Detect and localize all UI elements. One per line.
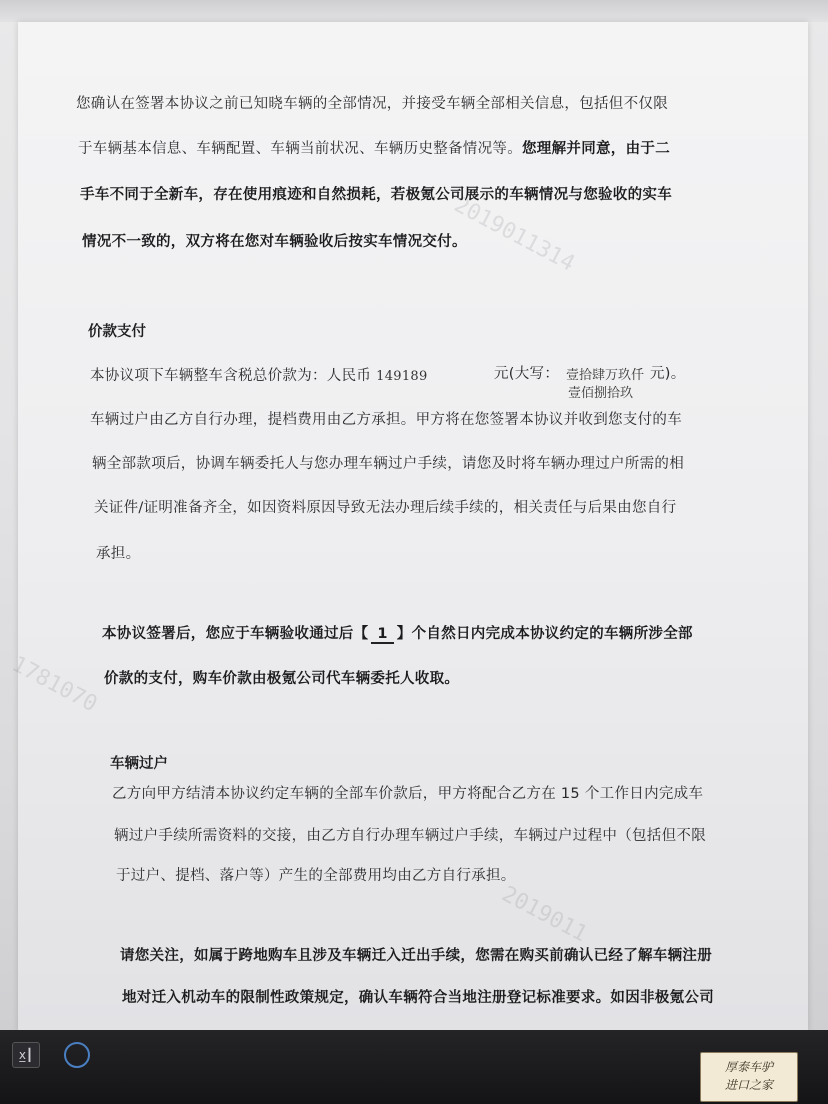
watermark: 2019011 <box>497 881 592 948</box>
total-price-line <box>90 364 428 385</box>
watermark: 2019011314 <box>449 192 579 277</box>
paragraph-line: 手车不同于全新车，存在使用痕迹和自然损耗，若极氪公司展示的车辆情况与您验收的实车 <box>80 187 672 203</box>
window-top-edge <box>0 0 828 22</box>
paragraph-line: 车辆过户由乙方自行办理，提档费用由乙方承担。甲方将在您签署本协议并收到您支付的车 <box>90 412 682 428</box>
upper-amount-label: 元(大写： <box>494 366 560 382</box>
paragraph-line: 承担。 <box>96 546 141 562</box>
sticky-note-line: 厚泰车驴 <box>724 1060 773 1074</box>
total-price-label: 本协议项下车辆整车含税总价款为：人民币 <box>90 368 372 384</box>
paragraph-line: 请您关注，如属于跨地购车且涉及车辆迁入迁出手续，您需在购买前确认已经了解车辆注册 <box>120 948 712 964</box>
watermark: 1781070 <box>7 651 102 718</box>
paragraph-line: 辆全部款项后，协调车辆委托人与您办理车辆过户手续，请您及时将车辆办理过户所需的相 <box>92 456 684 472</box>
bold-text: 您理解并同意，由于二 <box>522 141 670 157</box>
sticky-note <box>700 1052 798 1102</box>
document-page <box>7 22 808 1030</box>
paragraph-line: 辆过户手续所需资料的交接，由乙方自行办理车辆过户手续，车辆过户过程中（包括但不限 <box>114 828 706 844</box>
sticky-note-line: 进口之家 <box>724 1078 773 1092</box>
section-heading-payment: 价款支付 <box>88 324 146 340</box>
paragraph-line: 情况不一致的，双方将在您对车辆验收后按实车情况交付。 <box>82 234 467 250</box>
upper-amount-suffix: 元)。 <box>650 366 686 382</box>
paragraph-line: 乙方向甲方结清本协议约定车辆的全部车价款后，甲方将配合乙方在 15 个工作日内完成车 <box>112 786 704 802</box>
paragraph-line: 价款的支付，购车价款由极氪公司代车辆委托人收取。 <box>104 671 460 687</box>
total-price-amount: 149189 <box>376 369 428 384</box>
paragraph-line: 您确认在签署本协议之前已知晓车辆的全部情况，并接受车辆全部相关信息，包括但不仅限 <box>76 96 668 112</box>
paragraph-line: 地对迁入机动车的限制性政策规定，确认车辆符合当地注册登记标准要求。如因非极氪公司 <box>122 990 714 1006</box>
paragraph-line: 于过户、提档、落户等）产生的全部费用均由乙方自行承担。 <box>116 868 516 884</box>
upper-amount-line1: 壹拾肆万玖仟 <box>566 368 645 383</box>
taskbar-search-icon[interactable] <box>64 1042 90 1068</box>
upper-amount-line2: 壹佰捌拾玖 <box>568 386 634 401</box>
payment-deadline-line <box>102 622 693 644</box>
deadline-days: 1 <box>371 626 393 644</box>
section-heading-transfer: 车辆过户 <box>110 756 168 772</box>
deadline-suffix: 】个自然日内完成本协议约定的车辆所涉全部 <box>396 626 693 642</box>
taskbar-app-icon[interactable]: x̲┃ <box>12 1042 40 1068</box>
deadline-prefix: 本协议签署后，您应于车辆验收通过后【 <box>102 626 369 642</box>
plain-text: 于车辆基本信息、车辆配置、车辆当前状况、车辆历史整备情况等。 <box>78 141 522 157</box>
paragraph-line: 关证件/证明准备齐全，如因资料原因导致无法办理后续手续的，相关责任与后果由您自行 <box>94 500 677 516</box>
paragraph-line <box>78 137 670 158</box>
